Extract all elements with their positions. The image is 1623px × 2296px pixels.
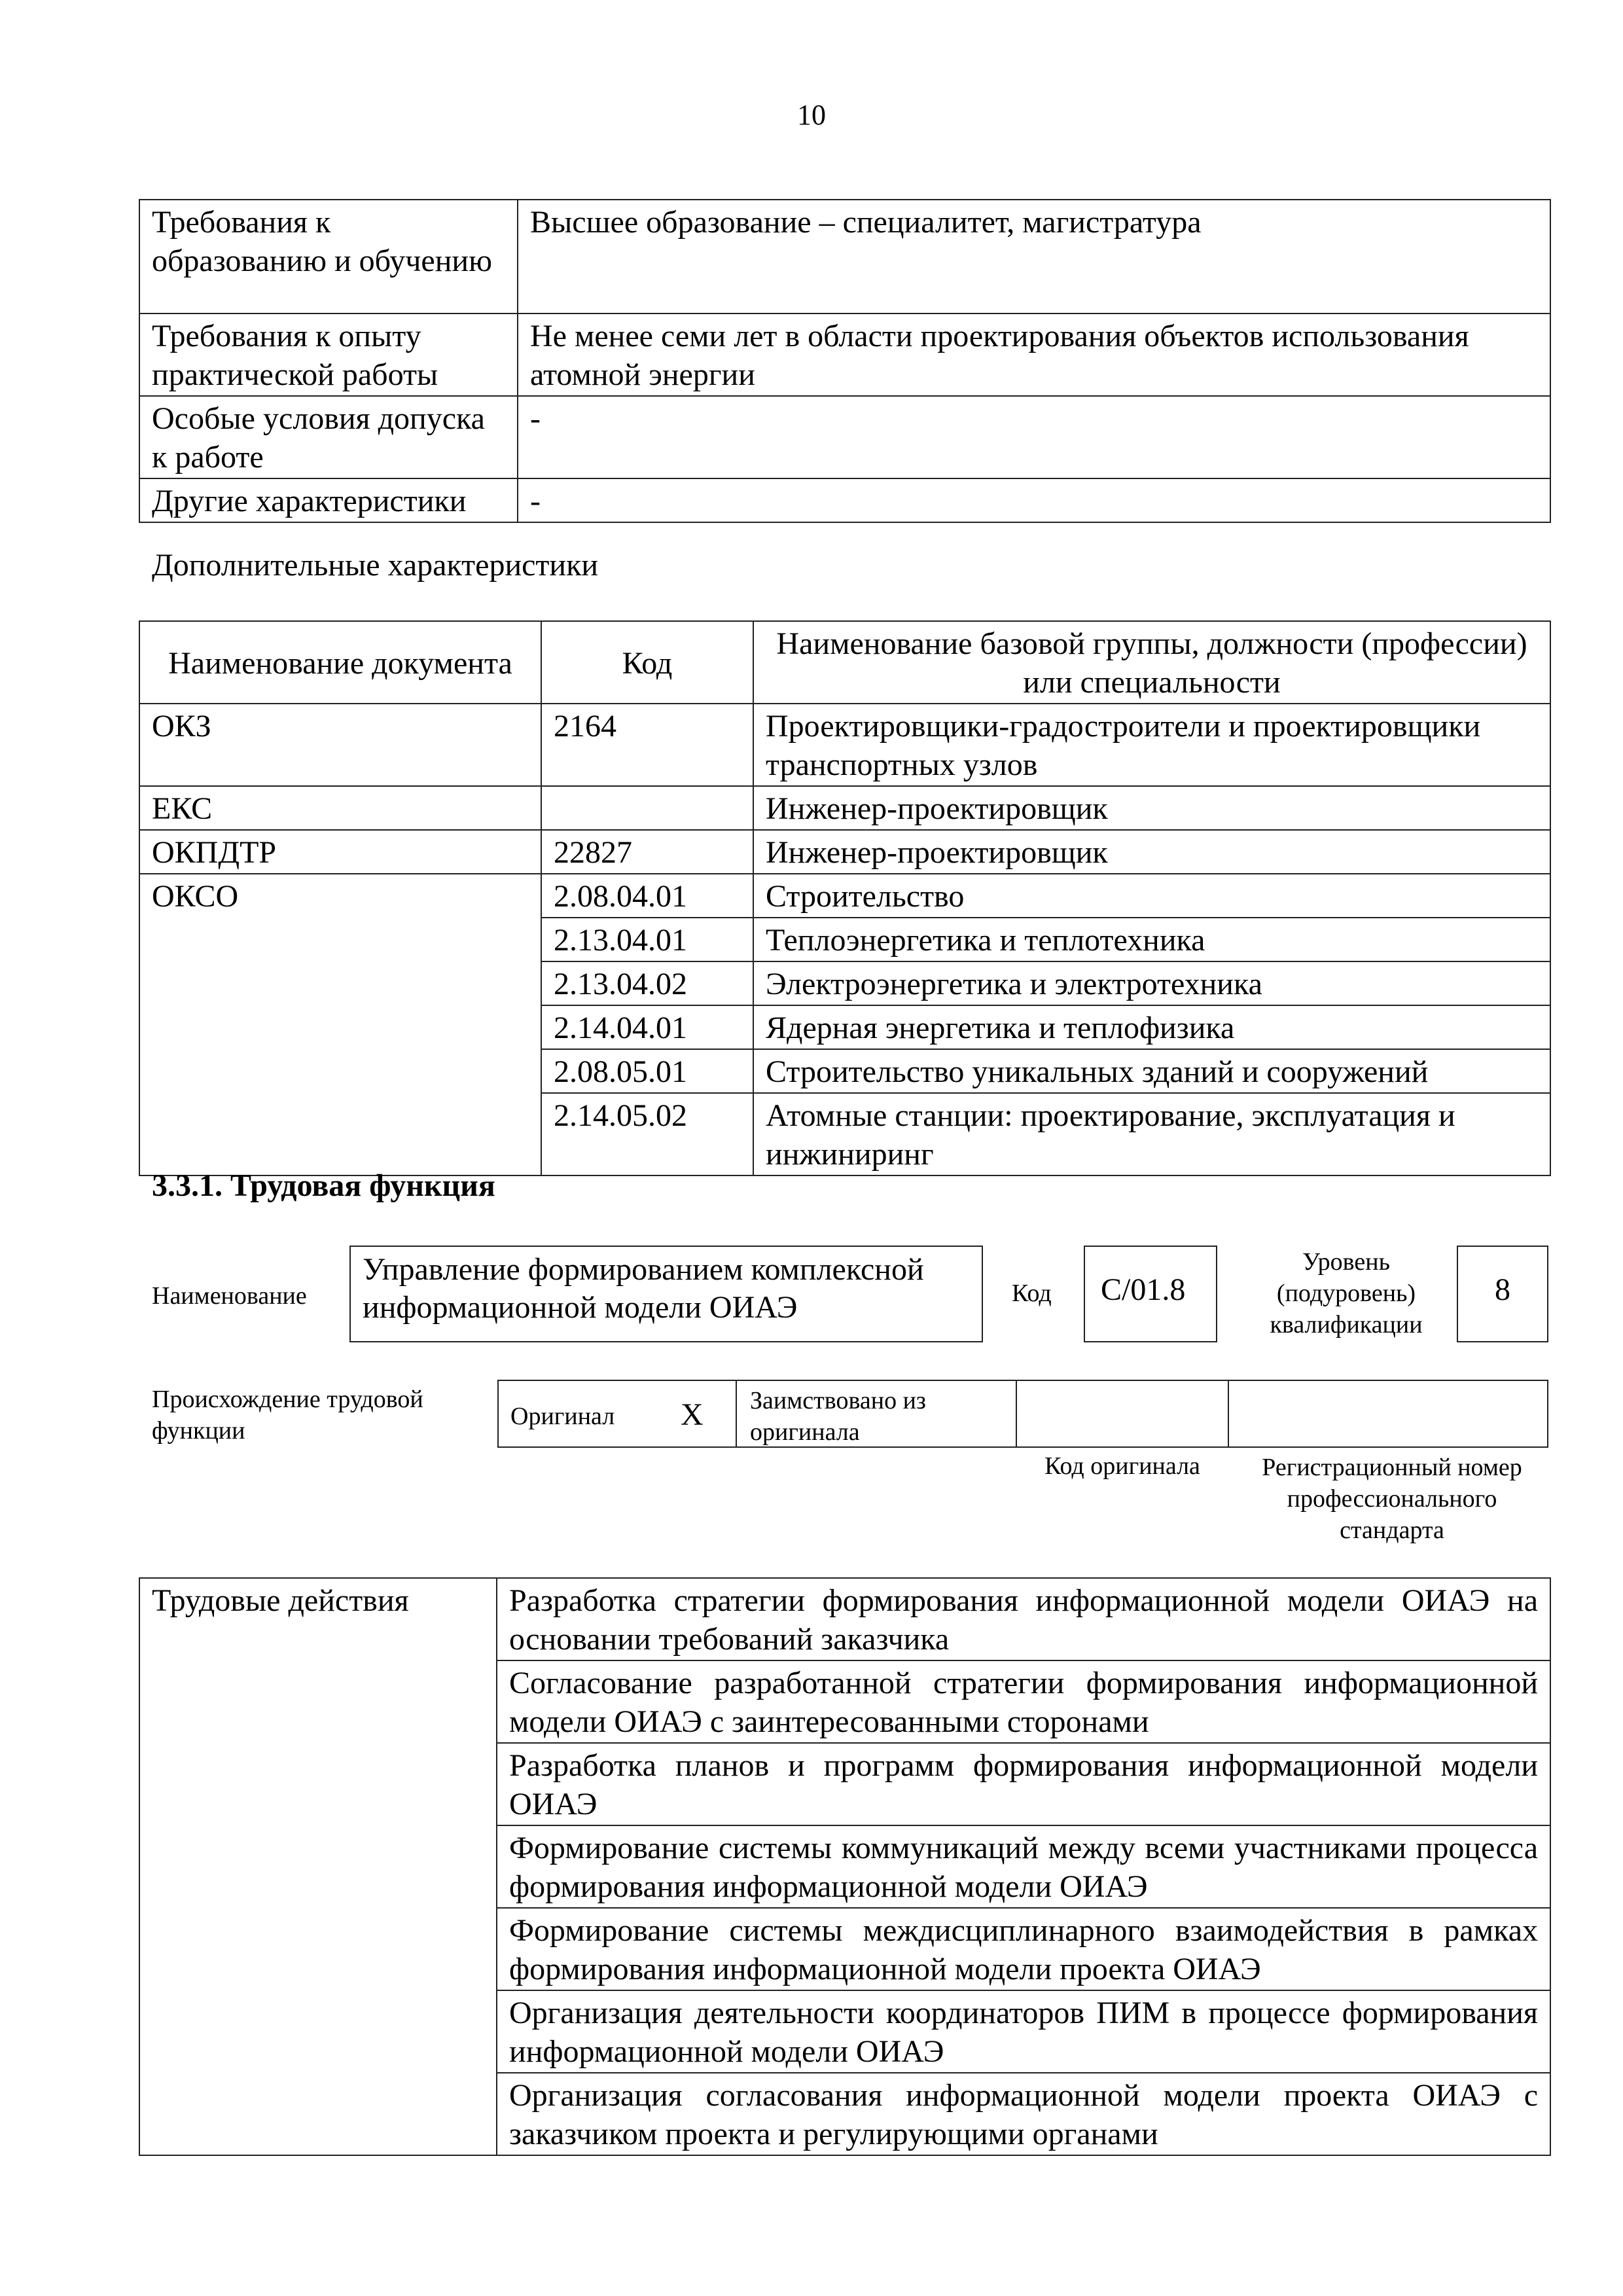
code-cell: 2.08.05.01	[541, 1049, 753, 1093]
cell-divider	[736, 1380, 737, 1448]
doc-cell: ОКЗ	[139, 704, 541, 786]
function-code-value: C/01.8	[1101, 1272, 1186, 1307]
cell-divider	[1016, 1380, 1017, 1448]
action-item: Организация согласования информационной модели проекта ОИАЭ с заказчиком проекта и регулирующими органами	[497, 2073, 1550, 2155]
table-row	[139, 786, 1550, 830]
requirement-label: Особые условия допуска к работе	[139, 396, 518, 478]
code-label: Код	[1012, 1280, 1052, 1307]
requirement-value: Не менее семи лет в области проектирования объектов использования атомной энергии	[518, 314, 1550, 396]
borrowed-label: Заимствовано из оригинала	[750, 1387, 926, 1446]
column-header: Наименование документа	[139, 621, 541, 704]
code-cell	[541, 786, 753, 830]
original-mark: X	[681, 1397, 704, 1432]
doc-cell: ЕКС	[139, 786, 541, 830]
level-box	[1457, 1246, 1548, 1342]
origin-row	[497, 1380, 1548, 1448]
code-cell: 2.08.04.01	[541, 874, 753, 918]
requirement-value: -	[518, 396, 1550, 478]
requirements-table	[139, 199, 1551, 523]
requirement-value: -	[518, 478, 1550, 522]
original-label: Оригинал	[510, 1403, 615, 1430]
requirement-label: Другие характеристики	[139, 478, 518, 522]
labor-actions-table	[139, 1577, 1551, 2156]
reg-number-caption: Регистрационный номер профессионального стандарта	[1262, 1454, 1522, 1544]
table-header-row	[139, 621, 1550, 704]
function-name-box	[349, 1246, 983, 1342]
name-cell: Строительство	[753, 874, 1550, 918]
column-header: Наименование базовой группы, должности (профессии) или специальности	[753, 621, 1550, 704]
action-item: Формирование системы коммуникаций между всеми участниками процесса формирования информационной модели ОИАЭ	[497, 1825, 1550, 1908]
requirement-label: Требования к опыту практической работы	[139, 314, 518, 396]
table-row	[139, 874, 1550, 918]
column-header: Код	[541, 621, 753, 704]
function-heading: 3.3.1. Трудовая функция	[152, 1168, 495, 1203]
name-cell: Ядерная энергетика и теплофизика	[753, 1005, 1550, 1049]
name-cell: Электроэнергетика и электротехника	[753, 961, 1550, 1005]
table-row	[139, 396, 1550, 478]
additional-characteristics-table	[139, 620, 1551, 1176]
action-item: Организация деятельности координаторов ПИМ в процессе формирования информационной модели ОИАЭ	[497, 1990, 1550, 2073]
name-label: Наименование	[152, 1282, 307, 1310]
table-row	[139, 704, 1550, 786]
requirement-label: Требования к образованию и обучению	[139, 200, 518, 314]
page-number: 10	[797, 99, 826, 131]
code-cell: 2.13.04.02	[541, 961, 753, 1005]
code-cell: 22827	[541, 830, 753, 874]
action-item: Разработка стратегии формирования информационной модели ОИАЭ на основании требований заказчика	[497, 1578, 1550, 1660]
name-cell: Инженер-проектировщик	[753, 830, 1550, 874]
code-cell: 2164	[541, 704, 753, 786]
name-cell: Теплоэнергетика и теплотехника	[753, 918, 1550, 961]
code-cell: 2.14.04.01	[541, 1005, 753, 1049]
actions-label: Трудовые действия	[139, 1578, 497, 2155]
code-cell: 2.13.04.01	[541, 918, 753, 961]
doc-cell: ОКСО	[139, 874, 541, 1175]
table-row	[139, 478, 1550, 522]
table-row	[139, 314, 1550, 396]
origin-label: Происхождение трудовой функции	[152, 1386, 423, 1444]
level-label: Уровень (подуровень) квалификации	[1270, 1248, 1423, 1338]
function-code-box	[1084, 1246, 1217, 1342]
function-name-value: Управление формированием комплексной информационной модели ОИАЭ	[363, 1252, 924, 1325]
table-row	[139, 200, 1550, 314]
section-title: Дополнительные характеристики	[152, 548, 599, 583]
action-item: Согласование разработанной стратегии формирования информационной модели ОИАЭ с заинтересованными сторонами	[497, 1660, 1550, 1743]
doc-cell: ОКПДТР	[139, 830, 541, 874]
name-cell: Проектировщики-градостроители и проектировщики транспортных узлов	[753, 704, 1550, 786]
requirement-value: Высшее образование – специалитет, магистратура	[518, 200, 1550, 314]
cell-divider	[1228, 1380, 1229, 1448]
action-item: Разработка планов и программ формирования информационной модели ОИАЭ	[497, 1743, 1550, 1825]
action-item: Формирование системы междисциплинарного взаимодействия в рамках формирования информационной модели проекта ОИАЭ	[497, 1908, 1550, 1990]
table-row	[139, 830, 1550, 874]
name-cell: Атомные станции: проектирование, эксплуатация и инжиниринг	[753, 1093, 1550, 1175]
level-value: 8	[1495, 1272, 1510, 1307]
code-cell: 2.14.05.02	[541, 1093, 753, 1175]
name-cell: Инженер-проектировщик	[753, 786, 1550, 830]
name-cell: Строительство уникальных зданий и сооружений	[753, 1049, 1550, 1093]
table-row	[139, 1578, 1550, 1660]
origin-code-caption: Код оригинала	[1044, 1452, 1200, 1480]
